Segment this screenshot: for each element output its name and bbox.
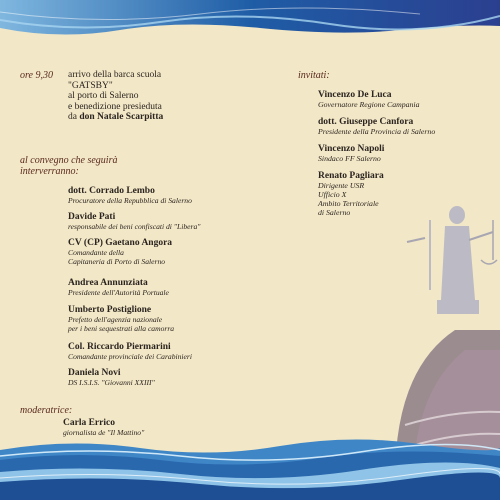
guests-label: invitati: [298, 70, 330, 81]
intro-line: da don Natale Scarpitta [68, 112, 164, 122]
moderator-label: moderatrice: [20, 405, 73, 416]
speaker-item: Daniela Novi DS I.S.I.S. "Giovanni XXIII" [68, 368, 155, 387]
intro-block [68, 70, 163, 123]
celebrant-name: don Natale Scarpitta [79, 112, 164, 122]
speaker-item: Davide Pati responsabile dei beni confiscati di "Libera" [68, 212, 201, 231]
speakers-label: al convegno che seguirà interverranno: [20, 155, 118, 177]
guest-item: Vincenzo De Luca Governatore Regione Campania [318, 90, 420, 109]
speaker-item: Col. Riccardo Piermarini Comandante provinciale dei Carabinieri [68, 342, 192, 361]
top-wave-banner [0, 0, 500, 40]
speaker-item: CV (CP) Gaetano Angora Comandante della Capitaneria di Porto di Salerno [68, 238, 173, 266]
speaker-item: Umberto Postiglione Prefetto dell'agenzia nazionale per i beni sequestrati alla camorra [68, 305, 175, 333]
intro-time: ore 9,30 [20, 70, 53, 81]
intro-line: al porto di Salerno [68, 91, 139, 101]
intro-line: "GATSBY" [68, 80, 113, 91]
intro-line: e benedizione presieduta [68, 101, 162, 112]
speaker-item: dott. Corrado Lembo Procuratore della Repubblica di Salerno [68, 186, 192, 205]
moderator-item: Carla Errico giornalista de "Il Mattino" [63, 418, 145, 437]
guest-item: Renato Pagliara Dirigente USR Ufficio X Ambito Territoriale di Salerno [318, 171, 384, 217]
guest-item: Vincenzo Napoli Sindaco FF Salerno [318, 144, 385, 163]
intro-line: arrivo della barca scuola [68, 70, 162, 80]
guest-item: dott. Giuseppe Canfora Presidente della Provincia di Salerno [318, 117, 436, 136]
speaker-item: Andrea Annunziata Presidente dell'Autorità Portuale [68, 278, 169, 297]
